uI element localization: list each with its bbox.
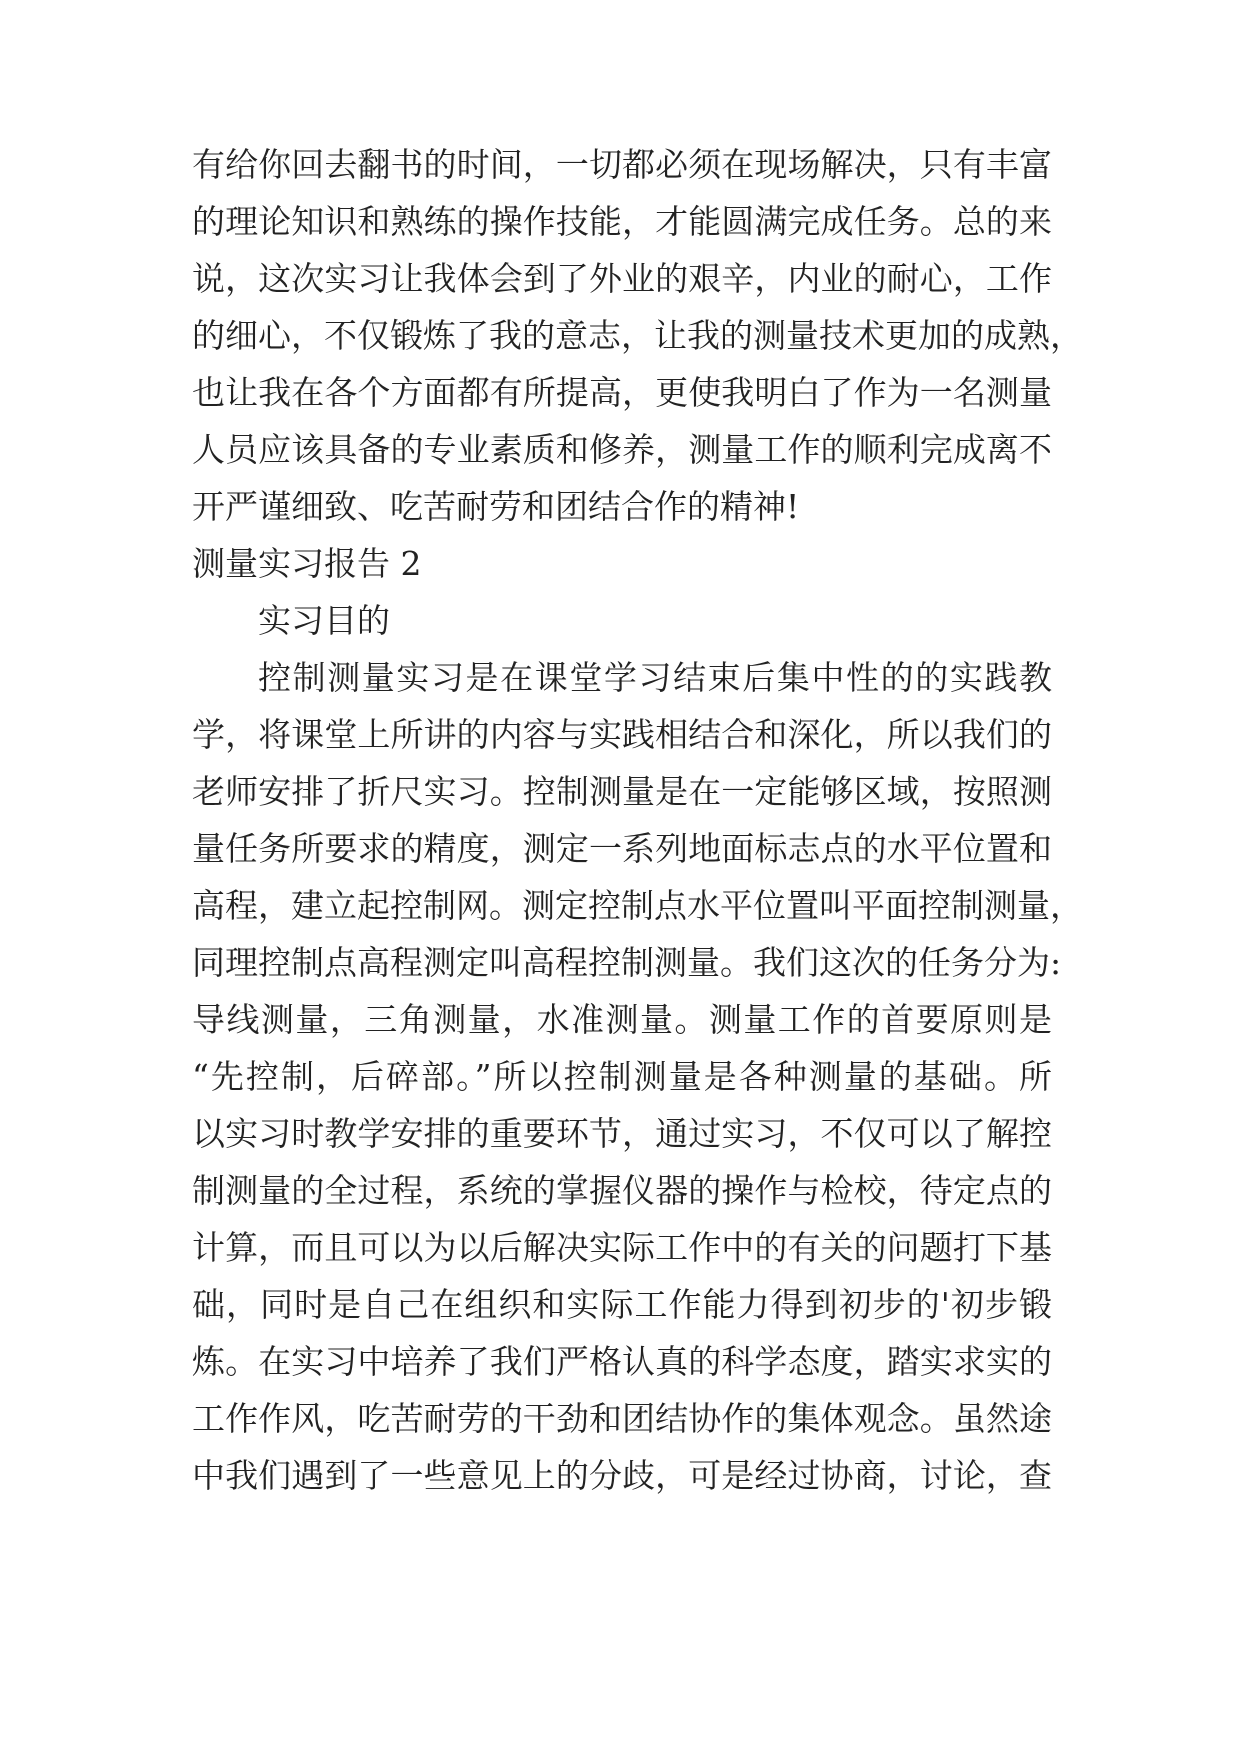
text-line: 的理论知识和熟练的操作技能，才能圆满完成任务。总的来 [192,202,1052,241]
text-line: 础，同时是自己在组织和实际工作能力得到初步的'初步锻 [192,1285,1052,1324]
text-line: 制测量的全过程，系统的掌握仪器的操作与检校，待定点的 [192,1171,1052,1210]
text-line: 同理控制点高程测定叫高程控制测量。我们这次的任务分为: [192,943,1062,982]
text-line: 老师安排了折尺实习。控制测量是在一定能够区域，按照测 [192,772,1052,811]
text-line: 量任务所要求的精度，测定一系列地面标志点的水平位置和 [192,829,1052,868]
text-line: 炼。在实习中培养了我们严格认真的科学态度，踏实求实的 [192,1342,1052,1381]
text-line: 计算，而且可以为以后解决实际工作中的有关的问题打下基 [192,1228,1052,1267]
text-line: 工作作风，吃苦耐劳的干劲和团结协作的集体观念。虽然途 [192,1399,1052,1438]
text-line: 的细心，不仅锻炼了我的意志，让我的测量技术更加的成熟， [192,316,1083,355]
text-line: 有给你回去翻书的时间，一切都必须在现场解决，只有丰富 [192,145,1052,184]
text-line: 以实习时教学安排的重要环节，通过实习，不仅可以了解控 [192,1114,1052,1153]
text-line: 中我们遇到了一些意见上的分歧，可是经过协商，讨论，查 [192,1456,1052,1495]
text-line: 说，这次实习让我体会到了外业的艰辛，内业的耐心，工作 [192,259,1052,298]
text-line: 控制测量实习是在课堂学习结束后集中性的的实践教 [258,658,1052,697]
text-line: 学，将课堂上所讲的内容与实践相结合和深化，所以我们的 [192,715,1052,754]
section-title: 测量实习报告 2 [192,544,422,583]
text-line: “先控制，后碎部。”所以控制测量是各种测量的基础。所 [192,1057,1052,1096]
text-line: 也让我在各个方面都有所提高，更使我明白了作为一名测量 [192,373,1052,412]
text-line: 人员应该具备的专业素质和修养，测量工作的顺利完成离不 [192,430,1052,469]
text-line: 开严谨细致、吃苦耐劳和团结合作的精神! [192,487,800,526]
subsection-title: 实习目的 [258,601,390,640]
text-line: 高程，建立起控制网。测定控制点水平位置叫平面控制测量， [192,886,1083,925]
text-line: 导线测量，三角测量，水准测量。测量工作的首要原则是 [192,1000,1052,1039]
